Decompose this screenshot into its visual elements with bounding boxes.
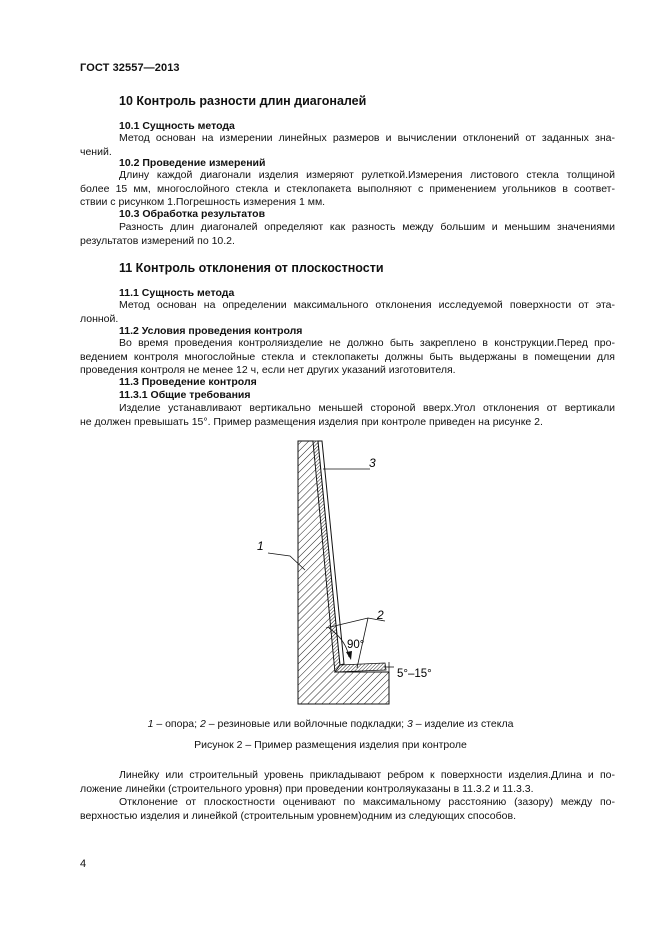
legend-text-1: – опора; bbox=[153, 718, 200, 730]
text-line: лонной. bbox=[80, 312, 119, 325]
tilt-label: 5°–15° bbox=[397, 668, 432, 680]
label-1: 1 bbox=[257, 539, 264, 553]
standard-header: ГОСТ 32557—2013 bbox=[80, 62, 180, 74]
text-line: Метод основан на измерении линейных размеров и вычислении отклонений от заданных зна- bbox=[119, 132, 615, 144]
text-line: Изделие устанавливают вертикально меньшей стороной вверх.Угол отклонения от вертикали bbox=[119, 402, 615, 414]
section-10-1-title: 10.1 Сущность метода bbox=[119, 120, 235, 132]
section-11-1-title: 11.1 Сущность метода bbox=[119, 287, 235, 299]
text-line: Длину каждой диагонали изделия измеряют рулеткой.Измерения листового стекла толщиной bbox=[119, 169, 615, 181]
text-line: Метод основан на определении максимального отклонения исследуемой поверхности от эта- bbox=[119, 299, 615, 311]
angle-label: 90° bbox=[347, 639, 365, 651]
text-line: Линейку или строительный уровень прикладывают ребром к поверхности изделия.Длина и по- bbox=[119, 769, 615, 781]
section-10-3-text bbox=[80, 221, 615, 248]
section-11-1-text bbox=[80, 299, 615, 326]
text-line: ведением контроля многослойные стекла и стеклопакеты должны быть выдержаны в помещении для bbox=[80, 350, 615, 363]
section-10-1-text bbox=[80, 132, 615, 159]
figure-caption: Рисунок 2 – Пример размещения изделия при контроле bbox=[194, 739, 467, 751]
section-11-2-text bbox=[80, 337, 615, 378]
label-3: 3 bbox=[369, 456, 376, 470]
section-10-3-title: 10.3 Обработка результатов bbox=[119, 208, 266, 220]
section-10-2-text bbox=[80, 169, 615, 210]
legend-text-3: – изделие из стекла bbox=[412, 718, 514, 730]
figure-legend bbox=[0, 718, 661, 730]
section-11-3-title: 11.3 Проведение контроля bbox=[119, 376, 257, 388]
text-line: Разность длин диагоналей определяют как разность между большим и меньшим значениями bbox=[119, 221, 615, 233]
text-line: ложение линейки (строительного уровня) при проведении контроляуказаны в 11.3.2 и 11.3.3. bbox=[80, 782, 534, 795]
legend-text-2: – резиновые или войлочные подкладки; bbox=[205, 718, 408, 730]
label-2: 2 bbox=[377, 608, 384, 622]
section-10-2-title: 10.2 Проведение измерений bbox=[119, 157, 266, 169]
after-figure-paragraph-2 bbox=[80, 796, 615, 823]
section-11-3-1-text bbox=[80, 402, 615, 429]
text-line: чений. bbox=[80, 145, 112, 158]
section-11-2-title: 11.2 Условия проведения контроля bbox=[119, 325, 303, 337]
text-line: верхностью изделия и линейкой (строительным уровнем)одним из следующих способов. bbox=[80, 809, 516, 822]
text-line: ствии с рисунком 1.Погрешность измерения 1 мм. bbox=[80, 196, 326, 209]
section-11-3-1-title: 11.3.1 Общие требования bbox=[119, 389, 251, 401]
section-11-title: 11 Контроль отклонения от плоскостности bbox=[119, 261, 384, 275]
after-figure-paragraph-1 bbox=[80, 769, 615, 796]
section-10-title: 10 Контроль разности длин диагоналей bbox=[119, 94, 367, 108]
text-line: проведения контроля не менее 12 ч, если нет других указаний изготовителя. bbox=[80, 364, 456, 377]
text-line: не должен превышать 15°. Пример размещения изделия при контроле приведен на рисунке 2. bbox=[80, 415, 543, 428]
text-line: более 15 мм, многослойного стекла и стеклопакета выполняют с применением угольников в соответ- bbox=[80, 182, 615, 195]
legend-num-2: 2 bbox=[199, 718, 206, 730]
angle-arrow bbox=[346, 651, 352, 660]
figure-2-diagram bbox=[230, 436, 460, 708]
text-line: Во время проведения контроляизделие не должно быть закреплено в конструкции.Перед про- bbox=[119, 337, 615, 349]
text-line: результатов измерений по 10.2. bbox=[80, 234, 235, 247]
text-line: Отклонение от плоскостности оценивают по максимальному расстоянию (зазору) между по- bbox=[119, 796, 615, 808]
legend-num-1: 1 bbox=[147, 718, 154, 730]
page-number: 4 bbox=[80, 858, 87, 870]
legend-num-3: 3 bbox=[407, 718, 413, 730]
